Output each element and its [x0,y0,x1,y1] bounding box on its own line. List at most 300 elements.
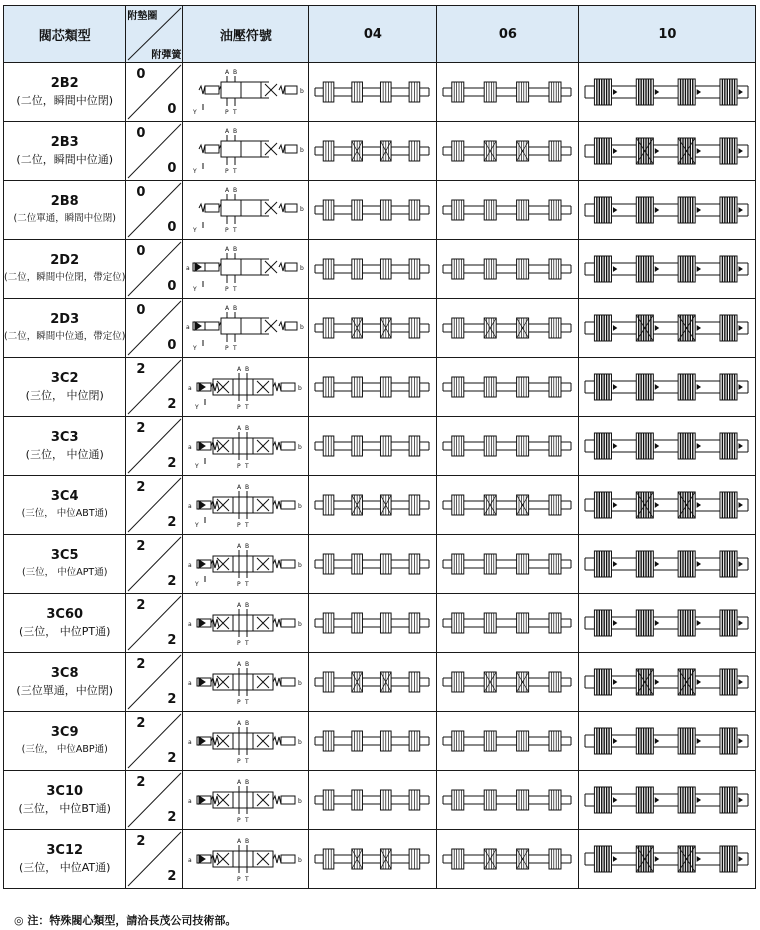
spool-drawing-size-10 [579,181,756,240]
port-label-b: b [298,444,303,451]
header-size-06: 06 [437,6,579,63]
port-label-P: P [225,286,230,293]
spool-type-cell [4,63,126,122]
spool-code: 3C8 [50,666,79,681]
port-label-A: A [225,187,230,194]
port-label-Y: Y [193,227,198,234]
port-label-b: b [300,88,305,95]
spool-type-cell [4,240,126,299]
spool-drawing-size-10 [579,712,756,771]
port-label-Y: Y [193,109,198,116]
spool-code: 2B2 [50,76,79,91]
washer-spring-cell [126,653,183,712]
port-label-B: B [245,661,250,668]
spool-code: 3C12 [46,843,84,858]
spool-drawing-icon [579,831,754,887]
washer-count: 0 [136,185,146,200]
port-label-b: b [298,621,303,628]
port-label-a: a [188,385,193,392]
port-label-B: B [245,543,250,550]
spool-drawing-size-04 [309,299,437,358]
spool-description: (二位，瞬間中位通) [16,153,113,166]
hydraulic-symbol-cell [183,240,309,299]
port-label-T: T [245,404,250,411]
port-label-A: A [237,779,242,786]
washer-count: 2 [136,834,146,849]
port-label-A: A [225,305,230,312]
spool-drawing-size-06 [437,712,579,771]
spool-drawing-size-10 [579,653,756,712]
spool-drawing-icon [309,359,435,415]
spool-type-table [3,5,756,889]
spool-type-cell [4,299,126,358]
spool-type-cell [4,417,126,476]
spring-count: 0 [167,338,177,353]
port-label-A: A [237,602,242,609]
port-label-b: b [298,562,303,569]
spool-description: (三位， 中位ABT通) [21,508,108,519]
port-label-B: B [245,484,250,491]
header-spring: 附彈簧 [151,50,182,61]
spool-drawing-icon [579,477,754,533]
port-label-P: P [237,699,242,706]
spool-drawing-icon [579,300,754,356]
port-label-a: a [188,739,193,746]
hydraulic-symbol-icon [183,595,307,651]
spool-drawing-size-04 [309,771,437,830]
spool-drawing-size-06 [437,594,579,653]
spool-drawing-size-06 [437,417,579,476]
table-row [4,535,756,594]
spool-description: (三位， 中位AT通) [18,861,111,874]
spool-drawing-size-06 [437,358,579,417]
port-label-T: T [245,640,250,647]
spool-description: (三位單通，中位閉) [16,684,113,697]
spool-drawing-icon [437,772,577,828]
spool-drawing-icon [437,182,577,238]
port-label-A: A [225,69,230,76]
spool-drawing-icon [437,595,577,651]
table-row [4,594,756,653]
spool-description: (三位， 中位閉) [25,389,104,402]
port-label-P: P [225,345,230,352]
hydraulic-symbol-icon [183,654,307,710]
spool-drawing-icon [309,831,435,887]
header-spool-type: 閥芯類型 [4,6,126,63]
spool-drawing-size-06 [437,181,579,240]
spool-description: (三位， 中位BT通) [18,802,111,815]
port-label-A: A [237,484,242,491]
spool-type-cell [4,358,126,417]
spool-drawing-size-04 [309,653,437,712]
spool-drawing-icon [579,418,754,474]
washer-count: 0 [136,67,146,82]
hydraulic-symbol-cell [183,299,309,358]
spool-description: (二位，瞬間中位通，帶定位) [4,331,126,342]
port-label-T: T [233,168,238,175]
spring-count: 2 [167,633,177,648]
footnote: ◎ 注：特殊閥心類型，請洽長茂公司技術部。 [14,914,237,927]
spool-drawing-size-10 [579,594,756,653]
port-label-b: b [300,265,305,272]
spool-drawing-icon [437,477,577,533]
spool-drawing-icon [309,300,435,356]
washer-spring-cell [126,830,183,889]
table-row [4,63,756,122]
spool-drawing-icon [579,713,754,769]
port-label-b: b [298,503,303,510]
table-row [4,771,756,830]
spool-drawing-icon [309,477,435,533]
spring-count: 2 [167,751,177,766]
hydraulic-symbol-icon [183,418,307,474]
spool-drawing-size-04 [309,63,437,122]
table-row [4,476,756,535]
port-label-T: T [245,876,250,883]
hydraulic-symbol-cell [183,122,309,181]
spool-drawing-icon [579,123,754,179]
hydraulic-symbol-icon [183,477,307,533]
hydraulic-symbol-icon [183,772,307,828]
spool-drawing-icon [579,182,754,238]
spool-drawing-size-10 [579,771,756,830]
table-row [4,240,756,299]
spool-type-cell [4,712,126,771]
hydraulic-symbol-cell [183,476,309,535]
table-row [4,830,756,889]
port-label-b: b [298,385,303,392]
port-label-A: A [237,425,242,432]
hydraulic-symbol-cell [183,594,309,653]
hydraulic-symbol-icon [183,241,307,297]
port-label-a: a [188,680,193,687]
spool-type-cell [4,653,126,712]
washer-count: 2 [136,362,146,377]
spool-drawing-size-04 [309,535,437,594]
port-label-a: a [188,562,193,569]
spool-drawing-size-04 [309,476,437,535]
port-label-T: T [233,286,238,293]
spool-type-cell [4,476,126,535]
port-label-B: B [245,838,250,845]
washer-count: 0 [136,303,146,318]
spool-drawing-icon [309,536,435,592]
spool-type-cell [4,830,126,889]
washer-spring-cell [126,299,183,358]
port-label-a: a [188,503,193,510]
spool-drawing-icon [579,64,754,120]
port-label-Y: Y [195,581,200,588]
spool-code: 2B3 [50,135,79,150]
hydraulic-symbol-cell [183,653,309,712]
hydraulic-symbol-cell [183,63,309,122]
spool-drawing-icon [437,418,577,474]
washer-spring-cell [126,771,183,830]
spool-drawing-icon [309,713,435,769]
hydraulic-symbol-icon [183,123,307,179]
spool-code: 3C10 [46,784,84,799]
washer-spring-cell [126,181,183,240]
port-label-A: A [237,661,242,668]
port-label-T: T [245,817,250,824]
port-label-P: P [237,640,242,647]
washer-count: 2 [136,480,146,495]
port-label-T: T [233,345,238,352]
port-label-T: T [245,581,250,588]
port-label-B: B [233,305,238,312]
spool-drawing-icon [437,831,577,887]
port-label-B: B [233,246,238,253]
port-label-P: P [237,522,242,529]
spool-drawing-icon [309,182,435,238]
spring-count: 0 [167,161,177,176]
port-label-Y: Y [195,522,200,529]
spool-drawing-icon [309,772,435,828]
spool-drawing-icon [579,595,754,651]
port-label-Y: Y [193,168,198,175]
spool-drawing-size-04 [309,830,437,889]
spool-code: 3C5 [50,548,79,563]
spool-drawing-size-06 [437,299,579,358]
spool-drawing-size-06 [437,122,579,181]
spool-code: 2D2 [50,253,80,268]
spool-drawing-icon [309,654,435,710]
spool-drawing-size-10 [579,417,756,476]
port-label-b: b [300,324,305,331]
port-label-P: P [237,817,242,824]
spool-code: 3C4 [50,489,79,504]
port-label-B: B [245,425,250,432]
spool-type-cell [4,122,126,181]
port-label-T: T [245,699,250,706]
hydraulic-symbol-cell [183,358,309,417]
spool-drawing-size-04 [309,417,437,476]
spool-description: (二位，瞬間中位閉) [16,94,113,107]
spool-drawing-icon [437,713,577,769]
port-label-a: a [188,798,193,805]
spring-count: 0 [167,279,177,294]
spool-description: (三位， 中位APT通) [21,567,108,578]
hydraulic-symbol-cell [183,535,309,594]
port-label-b: b [298,680,303,687]
spool-description: (三位， 中位ABP通) [21,744,108,755]
spring-count: 2 [167,456,177,471]
spool-drawing-icon [579,241,754,297]
spool-code: 3C60 [46,607,84,622]
port-label-B: B [233,69,238,76]
hydraulic-symbol-icon [183,300,307,356]
spool-drawing-size-04 [309,594,437,653]
spool-drawing-size-04 [309,712,437,771]
spool-drawing-icon [437,300,577,356]
hydraulic-symbol-icon [183,359,307,415]
port-label-A: A [237,366,242,373]
washer-count: 2 [136,598,146,613]
table-row [4,653,756,712]
spool-code: 3C3 [50,430,79,445]
table-row [4,122,756,181]
spool-drawing-size-06 [437,830,579,889]
spool-code: 2D3 [50,312,80,327]
washer-spring-cell [126,358,183,417]
hydraulic-symbol-icon [183,831,307,887]
spool-drawing-size-10 [579,299,756,358]
port-label-B: B [245,366,250,373]
spool-drawing-icon [437,359,577,415]
spool-drawing-icon [309,64,435,120]
spool-drawing-size-10 [579,122,756,181]
port-label-a: a [188,621,193,628]
port-label-B: B [245,720,250,727]
port-label-A: A [225,246,230,253]
washer-count: 2 [136,775,146,790]
hydraulic-symbol-icon [183,182,307,238]
port-label-B: B [245,779,250,786]
port-label-P: P [237,876,242,883]
spool-drawing-size-10 [579,535,756,594]
spool-drawing-icon [437,64,577,120]
spool-drawing-size-06 [437,653,579,712]
header-row [4,6,756,63]
port-label-P: P [225,168,230,175]
washer-spring-cell [126,594,183,653]
header-size-04: 04 [309,6,437,63]
spring-count: 0 [167,220,177,235]
spool-drawing-icon [437,536,577,592]
spool-drawing-size-06 [437,476,579,535]
spring-count: 2 [167,869,177,884]
spool-code: 2B8 [50,194,79,209]
spool-code: 3C2 [50,371,79,386]
spool-drawing-icon [579,654,754,710]
spool-drawing-icon [309,595,435,651]
washer-spring-cell [126,417,183,476]
table-row [4,358,756,417]
port-label-T: T [245,758,250,765]
hydraulic-symbol-cell [183,181,309,240]
spool-drawing-size-06 [437,535,579,594]
header-size-10: 10 [579,6,756,63]
spool-drawing-size-10 [579,358,756,417]
port-label-Y: Y [193,286,198,293]
port-label-P: P [237,463,242,470]
port-label-P: P [237,404,242,411]
spool-type-cell [4,594,126,653]
washer-count: 2 [136,539,146,554]
spring-count: 2 [167,397,177,412]
port-label-B: B [245,602,250,609]
spool-drawing-icon [579,359,754,415]
port-label-P: P [237,758,242,765]
port-label-Y: Y [193,345,198,352]
spool-drawing-size-04 [309,181,437,240]
hydraulic-symbol-icon [183,536,307,592]
washer-count: 0 [136,126,146,141]
spool-drawing-size-10 [579,476,756,535]
spool-description: (二位，瞬間中位閉，帶定位) [4,272,126,283]
hydraulic-symbol-cell [183,417,309,476]
spool-drawing-icon [437,123,577,179]
spool-description: (三位， 中位通) [25,448,104,461]
port-label-P: P [237,581,242,588]
port-label-T: T [245,463,250,470]
port-label-a: a [186,324,191,331]
hydraulic-symbol-icon [183,64,307,120]
spool-drawing-size-10 [579,830,756,889]
port-label-P: P [225,227,230,234]
port-label-T: T [233,109,238,116]
table-row [4,417,756,476]
table-row [4,181,756,240]
port-label-a: a [188,857,193,864]
port-label-b: b [300,147,305,154]
spool-drawing-size-10 [579,63,756,122]
port-label-b: b [298,739,303,746]
spool-drawing-size-06 [437,240,579,299]
washer-count: 2 [136,657,146,672]
washer-spring-cell [126,122,183,181]
spring-count: 0 [167,102,177,117]
spring-count: 2 [167,692,177,707]
hydraulic-symbol-cell [183,830,309,889]
port-label-P: P [225,109,230,116]
washer-spring-cell [126,240,183,299]
spool-description: (三位， 中位PT通) [18,625,111,638]
header-washer: 附墊圈 [127,11,158,22]
port-label-b: b [300,206,305,213]
spring-count: 2 [167,515,177,530]
spool-drawing-icon [437,654,577,710]
table-row [4,299,756,358]
port-label-T: T [233,227,238,234]
port-label-B: B [233,187,238,194]
spool-drawing-size-04 [309,240,437,299]
spool-drawing-icon [309,123,435,179]
port-label-Y: Y [195,463,200,470]
port-label-A: A [237,543,242,550]
spool-drawing-size-04 [309,122,437,181]
spool-drawing-icon [579,772,754,828]
hydraulic-symbol-icon [183,713,307,769]
spool-drawing-size-06 [437,63,579,122]
port-label-A: A [225,128,230,135]
spool-description: (二位單通，瞬間中位閉) [13,213,116,224]
spool-drawing-size-10 [579,240,756,299]
washer-spring-cell [126,63,183,122]
port-label-A: A [237,720,242,727]
spool-drawing-icon [437,241,577,297]
spool-code: 3C9 [50,725,79,740]
spool-type-cell [4,181,126,240]
washer-count: 2 [136,421,146,436]
table-row [4,712,756,771]
port-label-T: T [245,522,250,529]
port-label-b: b [298,798,303,805]
washer-spring-cell [126,535,183,594]
spring-count: 2 [167,810,177,825]
spool-drawing-size-06 [437,771,579,830]
spool-drawing-icon [309,418,435,474]
spool-drawing-icon [309,241,435,297]
washer-spring-cell [126,712,183,771]
port-label-A: A [237,838,242,845]
hydraulic-symbol-cell [183,771,309,830]
header-washer-spring [126,6,183,63]
washer-count: 0 [136,244,146,259]
port-label-Y: Y [195,404,200,411]
spool-drawing-icon [579,536,754,592]
port-label-B: B [233,128,238,135]
